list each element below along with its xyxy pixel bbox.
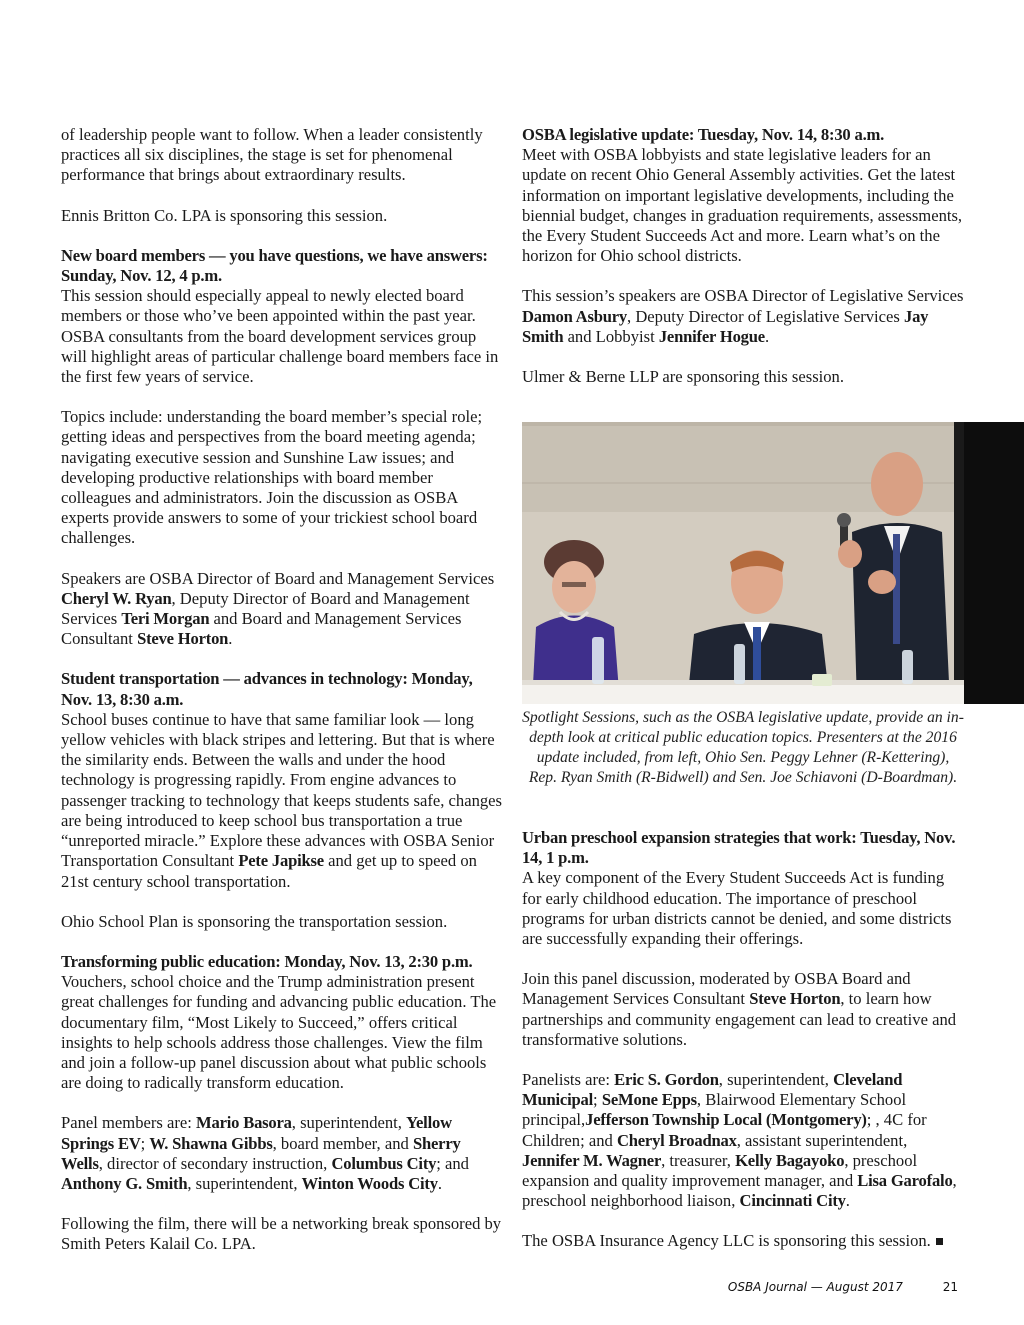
session-description: School buses continue to have that same familiar look — long yellow vehicles with black stripes and lettering. But that is where the similarity ends. Between the walls and under the hood technology is progressing rapidly. From engine advances to passenger tracking to technology that keeps students safe, changes are being introduced to keep school bus transportation a true “unreported miracle.” Explore these advances with OSBA Senior Transportation Consultant Pete Japikse and get up to speed on 21st century school transportation. bbox=[61, 709, 502, 891]
networking-break-note: Following the film, there will be a networking break sponsored by Smith Peters Kalail Co. LPA. bbox=[61, 1214, 502, 1254]
session-speakers: This session’s speakers are OSBA Director of Legislative Services Damon Asbury, Deputy Director of Legislative Services Jay Smith and Lobbyist Jennifer Hogue. bbox=[522, 286, 964, 346]
journal-title: OSBA Journal — August 2017 bbox=[727, 1280, 903, 1294]
speaker-name: Cheryl W. Ryan bbox=[61, 588, 172, 608]
session-heading-student-transportation: Student transportation — advances in technology: Monday, Nov. 13, 8:30 a.m. bbox=[61, 669, 473, 709]
session-panel-members: Panel members are: Mario Basora, superintendent, Yellow Springs EV; W. Shawna Gibbs, board member, and Sherry Wells, director of secondary instruction, Columbus City; and Anthony G. Smith, superintendent, Winton Woods City. bbox=[61, 1113, 469, 1193]
page-footer bbox=[728, 1280, 958, 1294]
intro-paragraph: of leadership people want to follow. When a leader consistently practices all six disciplines, the stage is set for phenomenal performance that brings about extraordinary results. bbox=[61, 125, 483, 185]
panel-photo bbox=[522, 422, 964, 704]
right-column-bottom bbox=[522, 828, 964, 1272]
session-description: Meet with OSBA lobbyists and state legislative leaders for an update on recent Ohio General Assembly activities. Get the latest information on important legislative developments, including the biennial budget, changes in graduation requirements, assessments, the Every Student Succeeds Act and more. Learn what’s on the horizon for Ohio school districts. bbox=[522, 145, 963, 266]
photo-caption: Spotlight Sessions, such as the OSBA legislative update, provide an in-depth look at critical public education topics. Presenters at the 2016 update included, from left, Ohio Sen. Peggy Lehner (R-Kettering), Rep. Ryan Smith (R-Bidwell) and Sen. Joe Schiavoni (D-Boardman). bbox=[522, 709, 964, 786]
session-heading-urban-preschool: Urban preschool expansion strategies that work: Tuesday, Nov. 14, 1 p.m. bbox=[522, 828, 956, 868]
sponsor-note-ulmer-berne: Ulmer & Berne LLP are sponsoring this session. bbox=[522, 367, 844, 387]
session-description: This session should especially appeal to newly elected board members or those who’ve been appointed within the past year. OSBA consultants from the board development services group will highlight areas of particular challenge board members face in the first few years of service. bbox=[61, 286, 499, 387]
page-edge-tab bbox=[964, 422, 1024, 704]
left-column bbox=[61, 125, 506, 1275]
end-mark-icon bbox=[936, 1238, 943, 1245]
session-heading-transforming-education: Transforming public education: Monday, Nov. 13, 2:30 p.m. bbox=[61, 951, 473, 971]
session-description: A key component of the Every Student Succeeds Act is funding for early childhood education. The importance of preschool programs for urban districts cannot be denied, and some districts are successfully expanding their offerings. bbox=[522, 868, 952, 949]
session-topics: Topics include: understanding the board member’s special role; getting ideas and perspectives from the board meeting agenda; navigating executive session and Sunshine Law issues; and developing productive relationships with board member colleagues and administrators. Join the discussion as OSBA experts provide answers to some of your trickiest school board challenges. bbox=[61, 407, 483, 548]
session-heading-legislative-update: OSBA legislative update: Tuesday, Nov. 14, 8:30 a.m. bbox=[522, 125, 885, 144]
speaker-name: Steve Horton bbox=[137, 629, 229, 649]
speaker-name: Teri Morgan bbox=[121, 609, 210, 629]
session-moderator: Join this panel discussion, moderated by OSBA Board and Management Services Consultant Steve Horton, to learn how partnerships and community engagement can lead to creative and transformative solutions. bbox=[522, 969, 957, 1049]
sponsor-note-ohio-school-plan: Ohio School Plan is sponsoring the transportation session. bbox=[61, 911, 448, 931]
session-description: Vouchers, school choice and the Trump administration present great challenges for funding and advancing public education. The documentary film, “Most Likely to Succeed,” offers critical insights to help schools address those challenges. View the film and join a follow-up panel discussion about what public schools are doing to radically transform education. bbox=[61, 972, 497, 1093]
right-column-top bbox=[522, 125, 964, 407]
speaker-name: Pete Japikse bbox=[238, 851, 324, 871]
page-number: 21 bbox=[942, 1280, 958, 1294]
sponsor-note-insurance-agency: The OSBA Insurance Agency LLC is sponsoring this session. bbox=[522, 1231, 964, 1251]
session-heading-new-board-members: New board members — you have questions, we have answers: Sunday, Nov. 12, 4 p.m. bbox=[61, 245, 488, 286]
session-panelists: Panelists are: Eric S. Gordon, superintendent, Cleveland Municipal; SeMone Epps, Blairwood Elementary School principal,Jefferson Township Local (Montgomery); , 4C for Children; and Cheryl Broadnax, assistant superintendent, Jennifer M. Wagner, treasurer, Kelly Bagayoko, preschool expansion and quality improvement manager, and Lisa Garofalo, preschool neighborhood liaison, Cincinnati City. bbox=[522, 1070, 957, 1211]
sponsor-note-ennis: Ennis Britton Co. LPA is sponsoring this session. bbox=[61, 205, 388, 225]
session-speakers: Speakers are OSBA Director of Board and Management Services Cheryl W. Ryan, Deputy Director of Board and Management Services Teri Morgan and Board and Management Services Consultant Steve Horton. bbox=[61, 568, 495, 649]
panel-photo-illustration bbox=[522, 422, 964, 704]
